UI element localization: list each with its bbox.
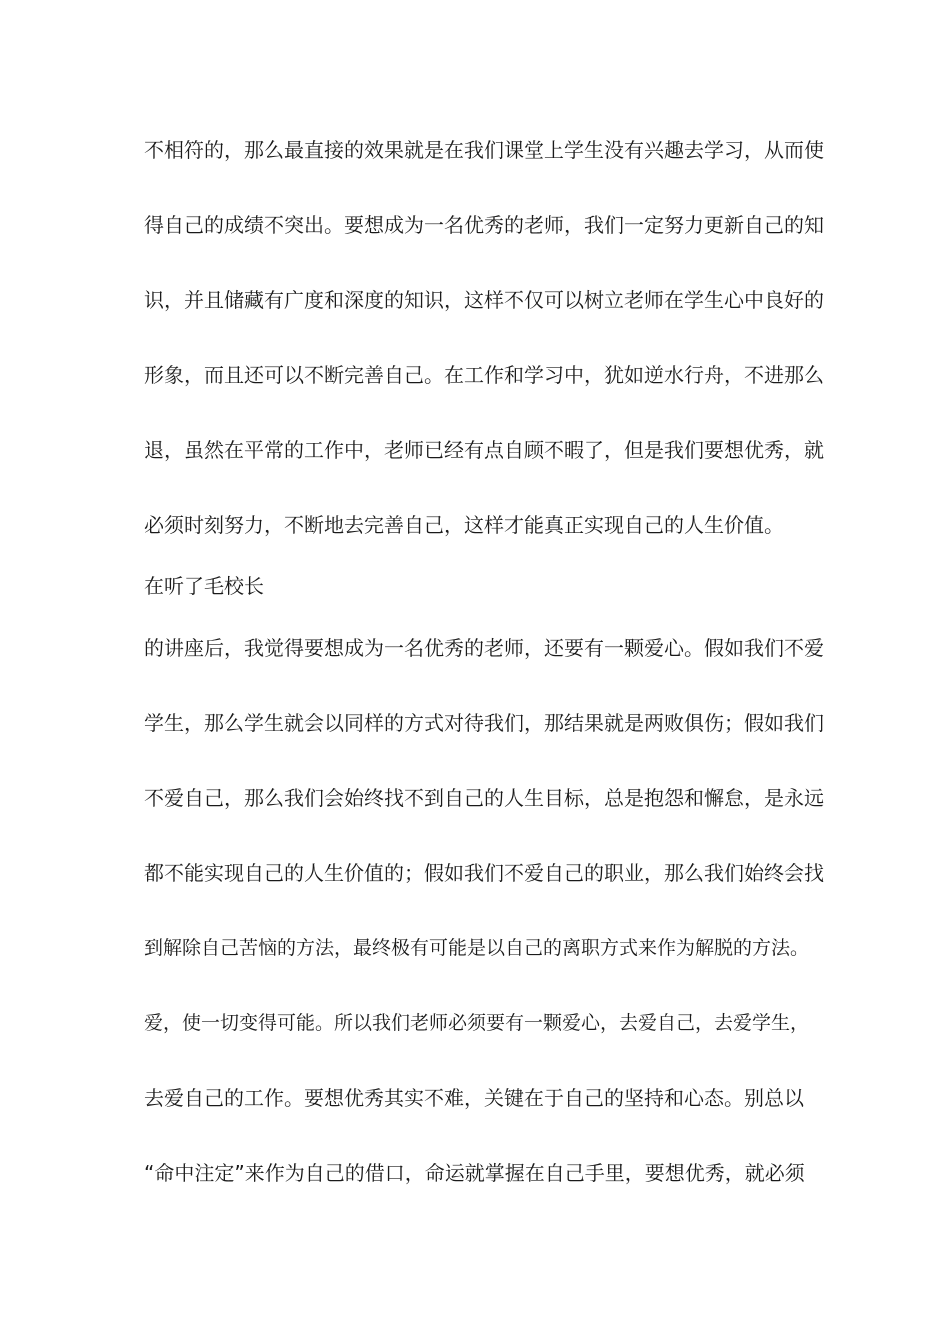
- body-text-line: 不爱自己，那么我们会始终找不到自己的人生目标，总是抱怨和懈怠，是永远: [144, 786, 824, 810]
- body-text-line: “命中注定”来作为自己的借口，命运就掌握在自己手里，要想优秀，就必须: [144, 1161, 805, 1185]
- body-text-line: 形象，而且还可以不断完善自己。在工作和学习中，犹如逆水行舟，不进那么: [144, 363, 824, 387]
- body-text-line: 必须时刻努力，不断地去完善自己，这样才能真正实现自己的人生价值。: [144, 513, 784, 537]
- body-text-line: 不相符的，那么最直接的效果就是在我们课堂上学生没有兴趣去学习，从而使: [144, 138, 824, 162]
- body-text-line: 在听了毛校长: [144, 574, 264, 598]
- body-text-line: 得自己的成绩不突出。要想成为一名优秀的老师，我们一定努力更新自己的知: [144, 213, 824, 237]
- body-text-line: 的讲座后，我觉得要想成为一名优秀的老师，还要有一颗爱心。假如我们不爱: [144, 636, 824, 660]
- body-text-line: 学生，那么学生就会以同样的方式对待我们，那结果就是两败俱伤；假如我们: [144, 711, 824, 735]
- body-text-line: 识，并且储藏有广度和深度的知识，这样不仅可以树立老师在学生心中良好的: [144, 288, 824, 312]
- body-text-line: 到解除自己苦恼的方法，最终极有可能是以自己的离职方式来作为解脱的方法。: [144, 937, 810, 959]
- body-text-line: 爱，使一切变得可能。所以我们老师必须要有一颗爱心，去爱自己，去爱学生，: [144, 1012, 810, 1034]
- body-text-line: 退，虽然在平常的工作中，老师已经有点自顾不暇了，但是我们要想优秀，就: [144, 438, 824, 462]
- body-text-line: 都不能实现自己的人生价值的；假如我们不爱自己的职业，那么我们始终会找: [144, 861, 824, 885]
- body-text-line: 去爱自己的工作。要想优秀其实不难，关键在于自己的坚持和心态。别总以: [144, 1086, 804, 1110]
